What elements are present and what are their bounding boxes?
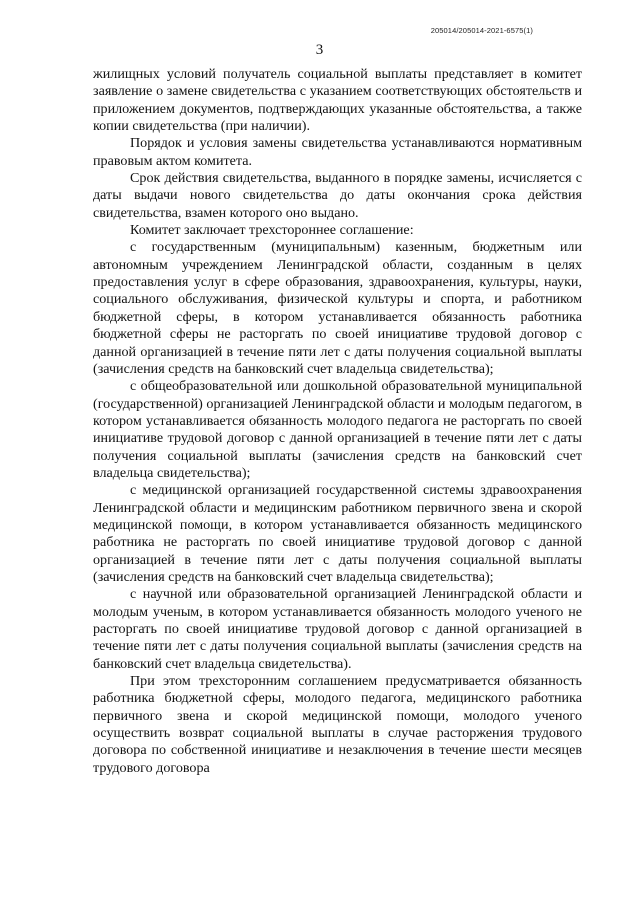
paragraph-validity-period: Срок действия свидетельства, выданного в порядке замены, исчисляется с даты выдачи нового свидетельства до даты окончания срока действия свидетельства, взамен которого оно выдано.: [93, 170, 582, 221]
page-number: 3: [315, 42, 324, 58]
paragraph-agreement-intro: Комитет заключает трехстороннее соглашение:: [130, 222, 414, 239]
document-id: 205014/205014-2021-6575(1): [430, 26, 533, 35]
paragraph-repayment-obligation: При этом трехсторонним соглашением предусматривается обязанность работника бюджетной сферы, молодого педагога, медицинского работника первичного звена и скорой медицинской помощи, молодого ученого осуществить возврат социальной выплаты в случае расторжения трудового договора по собственной инициативе и незаключения в течение шести месяцев трудового договора: [93, 673, 582, 776]
paragraph-agreement-medical-worker: с медицинской организацией государственной системы здравоохранения Ленинградской области и медицинским работником первичного звена и скорой медицинской помощи, в котором устанавливается обязанность медицинского работника не расторгать по своей инициативе трудовой договор с данной организацией в течение пяти лет с даты получения социальной выплаты (зачисления средств на банковский счет владельца свидетельства);: [93, 482, 582, 585]
paragraph-agreement-public-institution: с государственным (муниципальным) казенным, бюджетным или автономным учреждением Ленинградской области, созданным в целях предоставления услуг в сфере образования, здравоохранения, культуры, науки, социального обслуживания, физической культуры и спорта, и работником бюджетной сферы, в котором устанавливается обязанность работника бюджетной сферы не расторгать по своей инициативе трудовой договор с данной организацией в течение пяти лет с даты получения социальной выплаты (зачисления средств на банковский счет владельца свидетельства);: [93, 239, 582, 377]
paragraph-continuation: жилищных условий получатель социальной выплаты представляет в комитет заявление о замене свидетельства с указанием соответствующих обстоятельств и приложением документов, подтверждающих указанные обстоятельства, а также копии свидетельства (при наличии).: [93, 66, 582, 135]
paragraph-agreement-young-teacher: с общеобразовательной или дошкольной образовательной муниципальной (государственной) организацией Ленинградской области и молодым педагогом, в котором устанавливается обязанность молодого педагога не расторгать по своей инициативе трудовой договор с данной организацией в течение пяти лет с даты получения социальной выплаты (зачисления средств на банковский счет владельца свидетельства);: [93, 378, 582, 481]
paragraph-order-conditions: Порядок и условия замены свидетельства устанавливаются нормативным правовым актом комитета.: [93, 135, 582, 169]
paragraph-agreement-young-scientist: с научной или образовательной организацией Ленинградской области и молодым ученым, в котором устанавливается обязанность молодого ученого не расторгать по своей инициативе трудовой договор с данной организацией в течение пяти лет с даты получения социальной выплаты (зачисления средств на банковский счет владельца свидетельства).: [93, 586, 582, 672]
document-body: [93, 66, 582, 777]
